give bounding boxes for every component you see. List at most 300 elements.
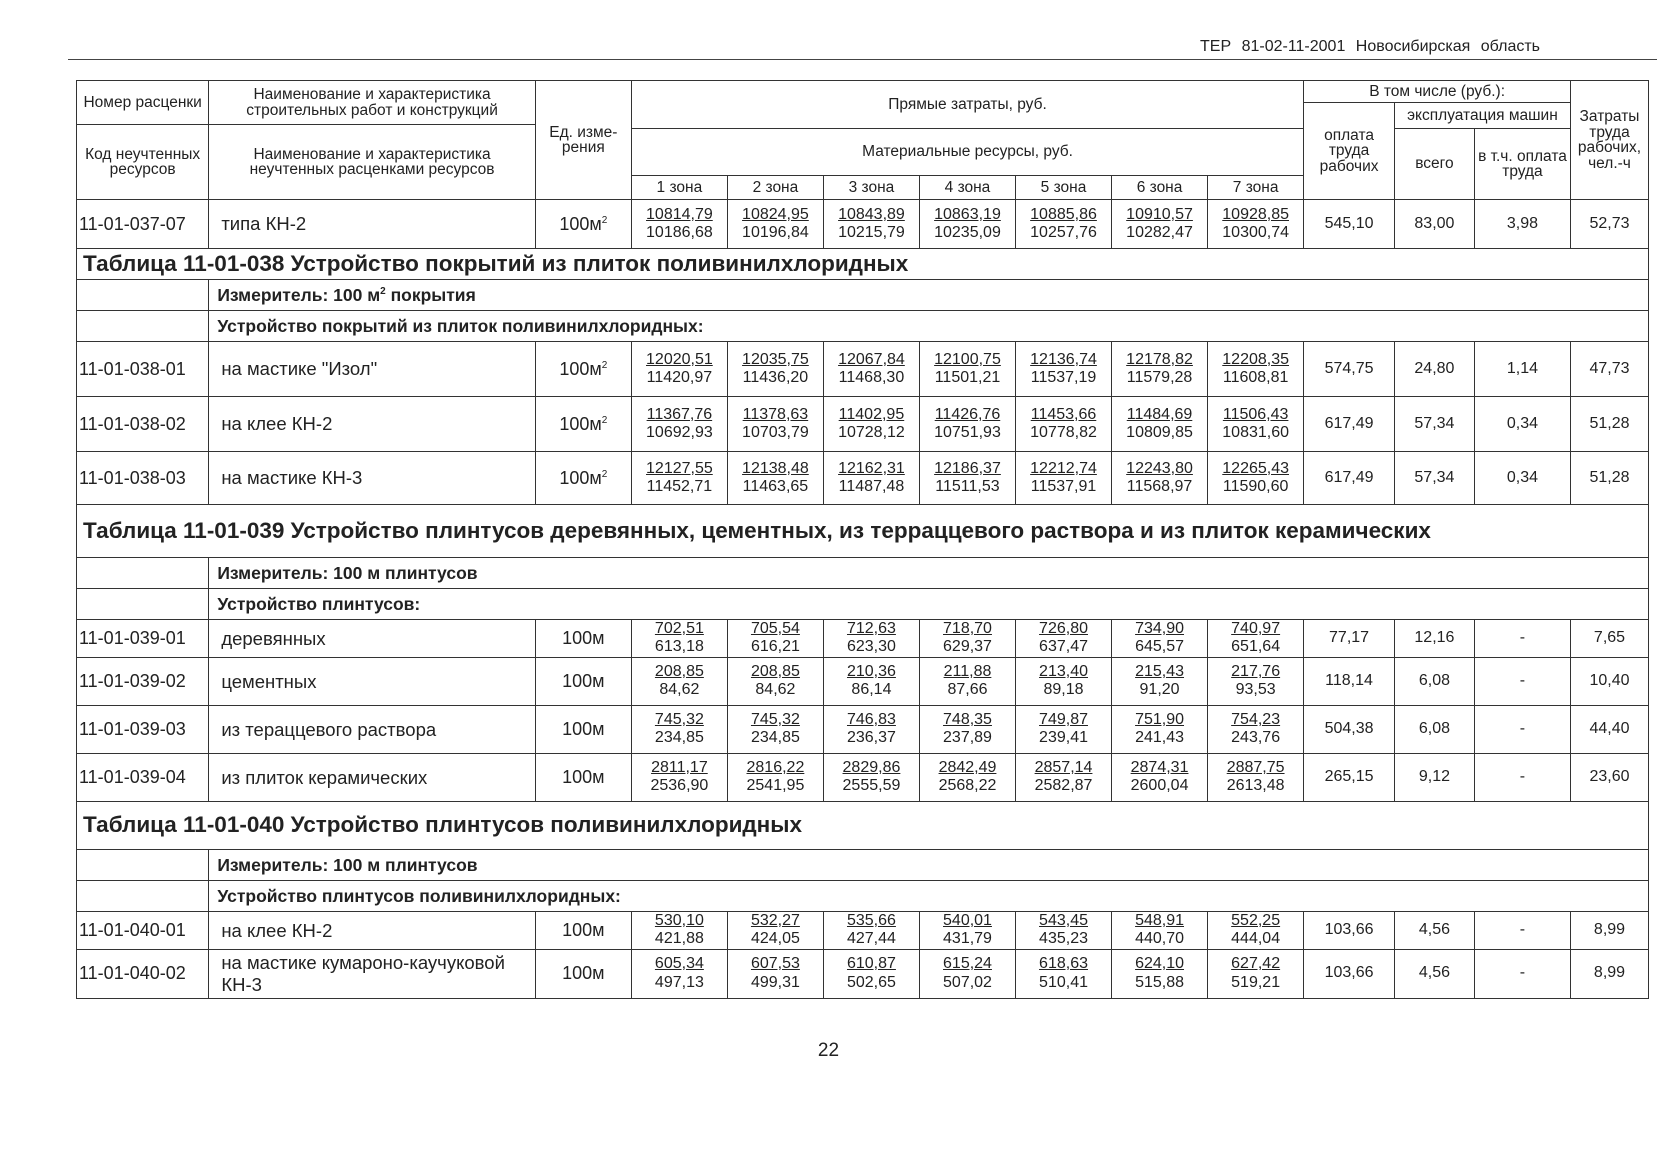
material-cost: 2568,22 <box>938 777 997 795</box>
subheader-row <box>77 280 1649 311</box>
zone-cell <box>1016 949 1112 998</box>
wages-cell: 504,38 <box>1304 705 1395 753</box>
material-cost: 440,70 <box>1135 930 1185 948</box>
zone-cell <box>823 949 919 998</box>
material-cost: 623,30 <box>846 638 896 656</box>
zone-cell <box>631 397 727 452</box>
table-row <box>77 657 1649 705</box>
table-row <box>77 911 1649 949</box>
material-cost: 93,53 <box>1235 681 1276 699</box>
zone-cell <box>823 911 919 949</box>
material-cost: 10186,68 <box>646 224 713 241</box>
material-cost: 11608,81 <box>1222 369 1289 386</box>
material-cost: 89,18 <box>1043 681 1084 699</box>
zone-cell <box>1016 342 1112 397</box>
zone-cell <box>1208 705 1304 753</box>
material-cost: 519,21 <box>1231 973 1281 991</box>
machines-total-cell: 83,00 <box>1394 200 1474 249</box>
col-name-top: Наименование и характеристика строительных работ и конструкций <box>209 81 536 125</box>
labor-cell: 51,28 <box>1571 452 1649 505</box>
material-cost: 86,14 <box>851 681 892 699</box>
table-row <box>77 397 1649 452</box>
material-cost: 2536,90 <box>650 777 709 795</box>
direct-cost: 718,70 <box>943 620 992 637</box>
machines-total-cell: 4,56 <box>1394 949 1474 998</box>
zone-cell <box>919 200 1015 249</box>
doc-code: ТЕР 81-02-11-2001 <box>1200 38 1346 55</box>
unit-text: 100м <box>562 718 605 739</box>
zone-cell <box>727 452 823 505</box>
zone-cell <box>1112 620 1208 658</box>
material-cost: 424,05 <box>750 930 800 948</box>
zone-cell <box>631 200 727 249</box>
work-name: из тераццевого раствора <box>209 705 536 753</box>
zone-cell <box>919 452 1015 505</box>
material-cost: 421,88 <box>654 930 704 948</box>
material-cost: 2600,04 <box>1130 777 1189 795</box>
col-zone-3: 3 зона <box>823 176 919 200</box>
unit-cell <box>535 949 631 998</box>
direct-cost: 552,25 <box>1231 911 1281 929</box>
page-number: 22 <box>817 1040 840 1061</box>
unit-cell <box>535 397 631 452</box>
material-cost: 507,02 <box>943 973 992 991</box>
subheader-row <box>77 849 1649 880</box>
direct-cost: 12243,80 <box>1126 459 1193 477</box>
work-name: на мастике "Изол" <box>209 342 536 397</box>
zone-cell <box>919 949 1015 998</box>
labor-cell: 7,65 <box>1571 620 1649 658</box>
subheader-text <box>209 558 1649 589</box>
zone-cell <box>631 911 727 949</box>
material-cost: 11452,71 <box>646 478 713 495</box>
material-cost: 616,21 <box>750 638 800 656</box>
unit-text: 100м <box>562 963 605 984</box>
machines-total-cell: 4,56 <box>1394 911 1474 949</box>
rate-code: 11-01-037-07 <box>77 200 209 249</box>
direct-cost: 2887,75 <box>1226 758 1285 776</box>
wages-cell: 103,66 <box>1304 949 1395 998</box>
table-row <box>77 753 1649 801</box>
zone-cell <box>727 911 823 949</box>
material-cost: 10809,85 <box>1126 424 1193 441</box>
direct-cost: 746,83 <box>846 710 896 728</box>
subheader-text <box>209 280 1649 311</box>
zone-cell <box>823 657 919 705</box>
subheader-row <box>77 589 1649 620</box>
table-row <box>77 452 1649 505</box>
work-name: цементных <box>209 657 536 705</box>
empty-code-cell <box>77 311 209 342</box>
subheader-text <box>209 589 1649 620</box>
zone-cell <box>1016 657 1112 705</box>
zone-cell <box>919 342 1015 397</box>
zone-cell <box>823 342 919 397</box>
work-name: на мастике кумароно-каучуковой КН-3 <box>209 949 536 998</box>
direct-cost: 12186,37 <box>934 459 1001 477</box>
subheader-label: Измеритель: 100 м плинтусов <box>217 562 478 583</box>
direct-cost: 217,76 <box>1231 662 1281 680</box>
unit-cell <box>535 657 631 705</box>
machines-total-cell: 24,80 <box>1394 342 1474 397</box>
material-cost: 10257,76 <box>1030 224 1097 241</box>
direct-cost: 12162,31 <box>838 459 905 477</box>
zone-cell <box>1016 753 1112 801</box>
header-rule <box>68 59 1657 60</box>
work-name: на клее КН-2 <box>209 397 536 452</box>
work-name: на мастике КН-3 <box>209 452 536 505</box>
rate-code: 11-01-039-02 <box>77 657 209 705</box>
zone-cell <box>1112 753 1208 801</box>
zone-cell <box>1016 705 1112 753</box>
unit-text: 100м <box>562 627 605 648</box>
material-cost: 237,89 <box>943 729 992 747</box>
wages-cell: 265,15 <box>1304 753 1395 801</box>
material-cost: 11501,21 <box>934 369 1001 386</box>
unit-cell <box>535 753 631 801</box>
material-cost: 234,85 <box>750 729 800 747</box>
price-table <box>76 80 1649 999</box>
direct-cost: 213,40 <box>1039 662 1088 680</box>
direct-cost: 12265,43 <box>1222 459 1289 477</box>
subheader-text <box>209 880 1649 911</box>
zone-cell <box>1208 911 1304 949</box>
section-row <box>77 249 1649 280</box>
unit-text: 100м <box>559 467 602 488</box>
material-cost: 11568,97 <box>1126 478 1193 495</box>
material-cost: 11537,19 <box>1030 369 1097 386</box>
machines-wages-cell: 0,34 <box>1474 397 1570 452</box>
direct-cost: 10910,57 <box>1126 205 1193 223</box>
zone-cell <box>919 620 1015 658</box>
col-machines-total: всего <box>1394 129 1474 200</box>
direct-cost: 745,32 <box>750 710 800 728</box>
direct-cost: 12020,51 <box>646 350 713 368</box>
col-wages: оплата труда рабочих <box>1304 103 1395 200</box>
zone-cell <box>631 753 727 801</box>
direct-cost: 12178,82 <box>1126 350 1193 368</box>
zone-cell <box>727 753 823 801</box>
subheader-label: Измеритель: 100 м <box>217 284 381 305</box>
section-title: Таблица 11-01-038 Устройство покрытий из плиток поливинилхлоридных <box>77 249 1649 280</box>
material-cost: 243,76 <box>1231 729 1281 747</box>
zone-cell <box>1016 452 1112 505</box>
direct-cost: 211,88 <box>943 662 992 680</box>
zone-cell <box>1208 657 1304 705</box>
direct-cost: 627,42 <box>1231 955 1281 973</box>
unit-text: 100м <box>562 766 605 787</box>
table-row <box>77 705 1649 753</box>
material-cost: 11511,53 <box>935 478 1000 495</box>
direct-cost: 618,63 <box>1039 955 1088 973</box>
labor-cell: 44,40 <box>1571 705 1649 753</box>
zone-cell <box>1112 452 1208 505</box>
table-row <box>77 620 1649 658</box>
work-name: из плиток керамических <box>209 753 536 801</box>
machines-total-cell: 12,16 <box>1394 620 1474 658</box>
empty-code-cell <box>77 880 209 911</box>
machines-wages-cell: 0,34 <box>1474 452 1570 505</box>
zone-cell <box>631 949 727 998</box>
section-row <box>77 505 1649 558</box>
direct-cost: 11506,43 <box>1222 405 1289 423</box>
zone-cell <box>727 705 823 753</box>
machines-wages-cell: - <box>1474 911 1570 949</box>
material-cost: 11537,91 <box>1030 478 1097 495</box>
zone-cell <box>823 753 919 801</box>
wages-cell: 103,66 <box>1304 911 1395 949</box>
zone-cell <box>631 620 727 658</box>
zone-cell <box>1208 949 1304 998</box>
table-row <box>77 342 1649 397</box>
material-cost: 499,31 <box>750 973 800 991</box>
material-cost: 234,85 <box>654 729 704 747</box>
unit-text: 100м <box>559 358 602 379</box>
rate-code: 11-01-040-01 <box>77 911 209 949</box>
superscript: 2 <box>380 285 386 297</box>
material-cost: 637,47 <box>1039 638 1088 656</box>
direct-cost: 11402,95 <box>838 405 905 423</box>
direct-cost: 702,51 <box>654 620 704 637</box>
direct-cost: 543,45 <box>1039 911 1088 929</box>
zone-cell <box>1112 705 1208 753</box>
zone-cell <box>919 753 1015 801</box>
wages-cell: 574,75 <box>1304 342 1395 397</box>
zone-cell <box>823 705 919 753</box>
col-machines-wages: в т.ч. оплата труда <box>1474 129 1570 200</box>
rate-code: 11-01-039-01 <box>77 620 209 658</box>
zone-cell <box>1112 342 1208 397</box>
labor-cell: 51,28 <box>1571 397 1649 452</box>
unit-cell <box>535 705 631 753</box>
zone-cell <box>631 342 727 397</box>
machines-total-cell: 57,34 <box>1394 397 1474 452</box>
material-cost: 10703,79 <box>742 424 809 441</box>
table-row <box>77 949 1649 998</box>
material-cost: 239,41 <box>1039 729 1088 747</box>
direct-cost: 530,10 <box>654 911 704 929</box>
material-cost: 10751,93 <box>934 424 1001 441</box>
material-cost: 10831,60 <box>1222 424 1289 441</box>
material-cost: 10692,93 <box>646 424 713 441</box>
wages-cell: 77,17 <box>1304 620 1395 658</box>
labor-cell: 52,73 <box>1571 200 1649 249</box>
direct-cost: 12212,74 <box>1030 459 1097 477</box>
material-cost: 11420,97 <box>646 369 713 386</box>
subheader-tail: покрытия <box>385 284 476 305</box>
direct-cost: 607,53 <box>750 955 800 973</box>
zone-cell <box>1016 200 1112 249</box>
direct-cost: 11426,76 <box>934 405 1001 423</box>
machines-total-cell: 57,34 <box>1394 452 1474 505</box>
direct-cost: 749,87 <box>1039 710 1088 728</box>
direct-cost: 2816,22 <box>746 758 805 776</box>
material-cost: 2541,95 <box>746 777 805 795</box>
direct-cost: 2842,49 <box>938 758 997 776</box>
unit-text: 100м <box>562 670 605 691</box>
wages-cell: 617,49 <box>1304 397 1395 452</box>
zone-cell <box>1112 949 1208 998</box>
material-cost: 87,66 <box>947 681 988 699</box>
direct-cost: 10843,89 <box>838 205 905 223</box>
zone-cell <box>1208 753 1304 801</box>
material-cost: 10778,82 <box>1030 424 1097 441</box>
rate-code: 11-01-038-03 <box>77 452 209 505</box>
subheader-label: Измеритель: 100 м плинтусов <box>217 854 478 875</box>
direct-cost: 610,87 <box>846 955 896 973</box>
machines-wages-cell: 3,98 <box>1474 200 1570 249</box>
direct-cost: 2811,17 <box>651 758 708 776</box>
zone-cell <box>1208 620 1304 658</box>
direct-cost: 615,24 <box>943 955 992 973</box>
material-cost: 10215,79 <box>838 224 905 241</box>
material-cost: 2582,87 <box>1034 777 1093 795</box>
unit-cell <box>535 620 631 658</box>
section-title: Таблица 11-01-040 Устройство плинтусов поливинилхлоридных <box>77 801 1649 849</box>
superscript: 2 <box>601 414 608 426</box>
col-code-top: Номер расценки <box>77 81 209 125</box>
material-cost: 11463,65 <box>742 478 809 495</box>
material-cost: 2555,59 <box>842 777 901 795</box>
zone-cell <box>1112 397 1208 452</box>
material-cost: 651,64 <box>1231 638 1281 656</box>
machines-wages-cell: - <box>1474 753 1570 801</box>
subheader-row <box>77 558 1649 589</box>
material-cost: 236,37 <box>846 729 896 747</box>
unit-cell <box>535 911 631 949</box>
zone-cell <box>727 620 823 658</box>
unit-text: 100м <box>559 213 602 234</box>
subheader-row <box>77 880 1649 911</box>
col-zone-1: 1 зона <box>631 176 727 200</box>
subheader-label: Устройство плинтусов: <box>217 593 421 614</box>
zone-cell <box>727 657 823 705</box>
machines-wages-cell: - <box>1474 705 1570 753</box>
direct-cost: 2857,14 <box>1034 758 1093 776</box>
material-cost: 11487,48 <box>838 478 905 495</box>
material-cost: 502,65 <box>846 973 896 991</box>
direct-cost: 605,34 <box>654 955 704 973</box>
work-name: деревянных <box>209 620 536 658</box>
material-cost: 91,20 <box>1139 681 1180 699</box>
unit-text: 100м <box>559 413 602 434</box>
machines-wages-cell: - <box>1474 949 1570 998</box>
direct-cost: 532,27 <box>750 911 800 929</box>
rate-code: 11-01-040-02 <box>77 949 209 998</box>
direct-cost: 10885,86 <box>1030 205 1097 223</box>
direct-cost: 11378,63 <box>742 405 809 423</box>
material-cost: 84,62 <box>755 681 796 699</box>
material-cost: 444,04 <box>1231 930 1281 948</box>
direct-cost: 210,36 <box>846 662 896 680</box>
material-cost: 11579,28 <box>1126 369 1193 386</box>
zone-cell <box>919 705 1015 753</box>
direct-cost: 2874,31 <box>1130 758 1189 776</box>
superscript: 2 <box>601 468 608 480</box>
zone-cell <box>631 705 727 753</box>
material-cost: 10235,09 <box>934 224 1001 241</box>
zone-cell <box>1112 200 1208 249</box>
col-zone-5: 5 зона <box>1016 176 1112 200</box>
machines-wages-cell: - <box>1474 620 1570 658</box>
machines-wages-cell: - <box>1474 657 1570 705</box>
zone-cell <box>823 397 919 452</box>
unit-cell <box>535 452 631 505</box>
zone-cell <box>1208 200 1304 249</box>
zone-cell <box>727 397 823 452</box>
col-incl: В том числе (руб.): <box>1304 81 1571 103</box>
direct-cost: 748,35 <box>943 710 992 728</box>
material-cost: 427,44 <box>846 930 896 948</box>
material-cost: 84,62 <box>659 681 700 699</box>
empty-code-cell <box>77 558 209 589</box>
material-cost: 11468,30 <box>838 369 905 386</box>
direct-cost: 10928,85 <box>1222 205 1289 223</box>
zone-cell <box>1016 620 1112 658</box>
superscript: 2 <box>601 214 608 226</box>
zone-cell <box>1208 397 1304 452</box>
unit-text: 100м <box>562 919 605 940</box>
subheader-row <box>77 311 1649 342</box>
direct-cost: 10824,95 <box>742 205 809 223</box>
col-name-bottom: Наименование и характеристика неучтенных расценками ресурсов <box>209 125 536 200</box>
labor-cell: 23,60 <box>1571 753 1649 801</box>
empty-code-cell <box>77 280 209 311</box>
material-cost: 515,88 <box>1135 973 1185 991</box>
rate-code: 11-01-038-01 <box>77 342 209 397</box>
zone-cell <box>1208 452 1304 505</box>
wages-cell: 545,10 <box>1304 200 1395 249</box>
direct-cost: 740,97 <box>1231 620 1281 637</box>
direct-cost: 2829,86 <box>842 758 901 776</box>
direct-cost: 712,63 <box>846 620 896 637</box>
zone-cell <box>631 657 727 705</box>
col-zone-6: 6 зона <box>1112 176 1208 200</box>
direct-cost: 540,01 <box>943 911 992 929</box>
material-cost: 10300,74 <box>1222 224 1289 241</box>
direct-cost: 215,43 <box>1135 662 1185 680</box>
direct-cost: 11484,69 <box>1126 405 1193 423</box>
subheader-text <box>209 311 1649 342</box>
col-zone-7: 7 зона <box>1208 176 1304 200</box>
subheader-text <box>209 849 1649 880</box>
section-title: Таблица 11-01-039 Устройство плинтусов деревянных, цементных, из терраццевого раствора и из плиток керамических <box>77 505 1649 558</box>
zone-cell <box>1112 911 1208 949</box>
wages-cell: 617,49 <box>1304 452 1395 505</box>
zone-cell <box>919 657 1015 705</box>
material-cost: 431,79 <box>943 930 992 948</box>
direct-cost: 754,23 <box>1231 710 1281 728</box>
material-cost: 11590,60 <box>1222 478 1289 495</box>
direct-cost: 12136,74 <box>1030 350 1097 368</box>
direct-cost: 12035,75 <box>742 350 809 368</box>
table-row <box>77 200 1649 249</box>
zone-cell <box>919 397 1015 452</box>
direct-cost: 10863,19 <box>934 205 1001 223</box>
material-cost: 629,37 <box>943 638 992 656</box>
direct-cost: 705,54 <box>750 620 800 637</box>
col-materials: Материальные ресурсы, руб. <box>631 129 1303 176</box>
labor-cell: 47,73 <box>1571 342 1649 397</box>
labor-cell: 8,99 <box>1571 949 1649 998</box>
subheader-label: Устройство покрытий из плиток поливинилхлоридных: <box>217 315 704 336</box>
col-code-bottom: Код неучтенных ресурсов <box>77 125 209 200</box>
material-cost: 11436,20 <box>742 369 809 386</box>
work-name: типа КН-2 <box>209 200 536 249</box>
zone-cell <box>823 620 919 658</box>
direct-cost: 11367,76 <box>646 405 713 423</box>
direct-cost: 12208,35 <box>1222 350 1289 368</box>
